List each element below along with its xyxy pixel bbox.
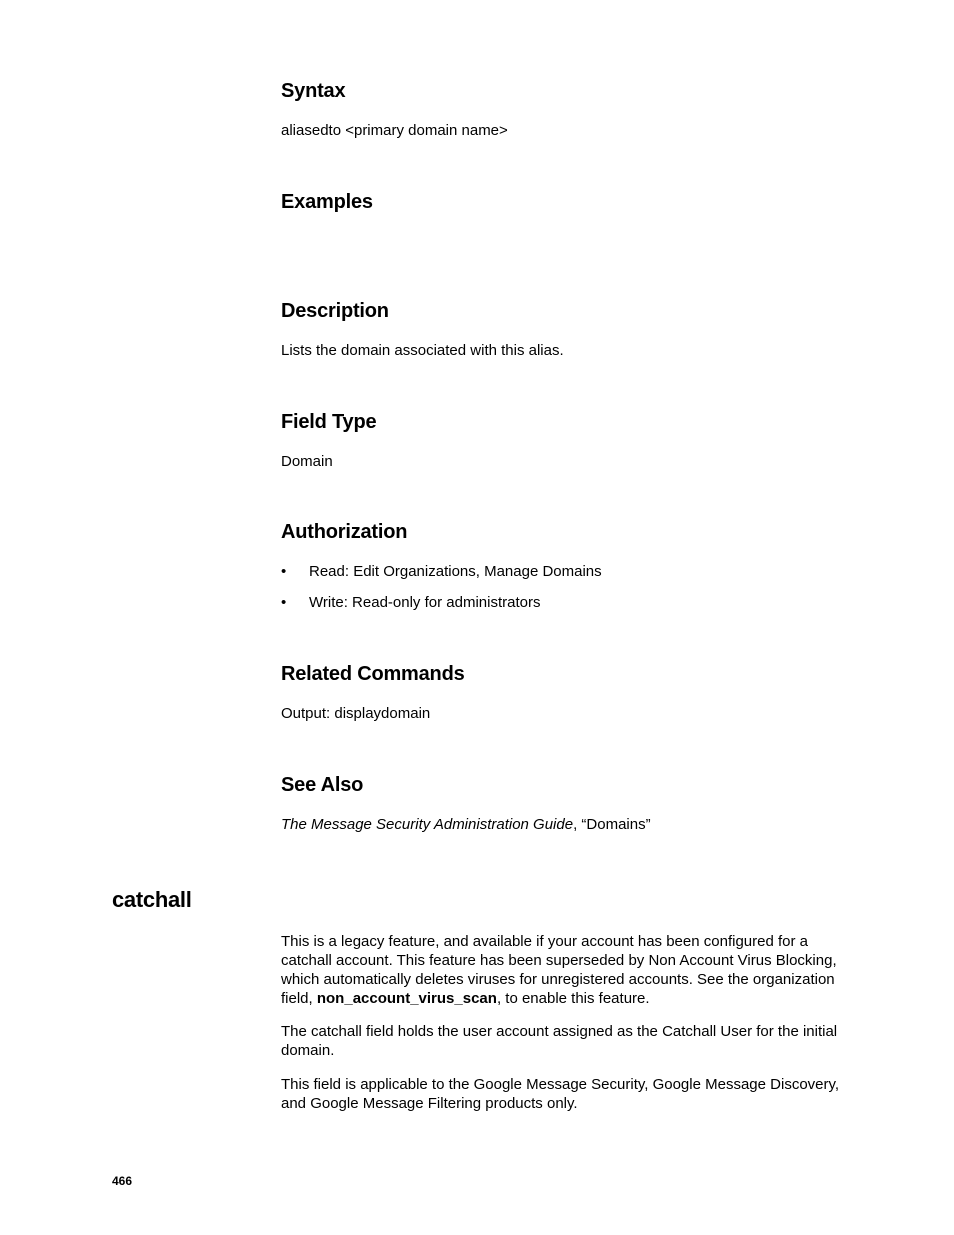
- syntax-heading: Syntax: [281, 80, 346, 102]
- see-also-heading: See Also: [281, 774, 364, 796]
- catchall-para1-field: non_account_virus_scan: [316, 990, 497, 1007]
- bullet-icon: •: [281, 563, 287, 580]
- catchall-para1-before: This is a legacy feature, and available if your account has been configured for a catchall account. This feature has been superseded by Non Account Virus Blocking, which automatically deletes viruses for unregistered accounts. See the organization field,: [281, 933, 837, 1007]
- authorization-heading: Authorization: [281, 521, 408, 543]
- authorization-write: Write: Read-only for administrators: [309, 594, 541, 611]
- authorization-read: Read: Edit Organizations, Manage Domains: [309, 563, 602, 580]
- page-number: 466: [112, 1174, 133, 1188]
- examples-heading: Examples: [281, 191, 373, 213]
- catchall-paragraph-1: [281, 932, 841, 1008]
- related-commands-heading: Related Commands: [281, 663, 465, 685]
- see-also-text: [281, 815, 841, 834]
- description-heading: Description: [281, 300, 389, 322]
- description-text: Lists the domain associated with this alias.: [281, 342, 564, 359]
- related-commands-text: Output: displaydomain: [281, 705, 431, 722]
- see-also-guide-title: The Message Security Administration Guide: [281, 816, 574, 833]
- field-type-text: Domain: [281, 453, 333, 470]
- bullet-icon: •: [281, 594, 287, 611]
- syntax-text: aliasedto <primary domain name>: [281, 122, 508, 139]
- field-type-heading: Field Type: [281, 411, 377, 433]
- catchall-paragraph-2: The catchall field holds the user account assigned as the Catchall User for the initial domain.: [281, 1023, 838, 1059]
- catchall-para1-after: , to enable this feature.: [496, 990, 650, 1007]
- see-also-suffix: , “Domains”: [573, 816, 651, 833]
- catchall-paragraph-3: This field is applicable to the Google Message Security, Google Message Discovery, and Google Message Filtering products only.: [281, 1076, 840, 1112]
- catchall-heading: catchall: [112, 887, 192, 912]
